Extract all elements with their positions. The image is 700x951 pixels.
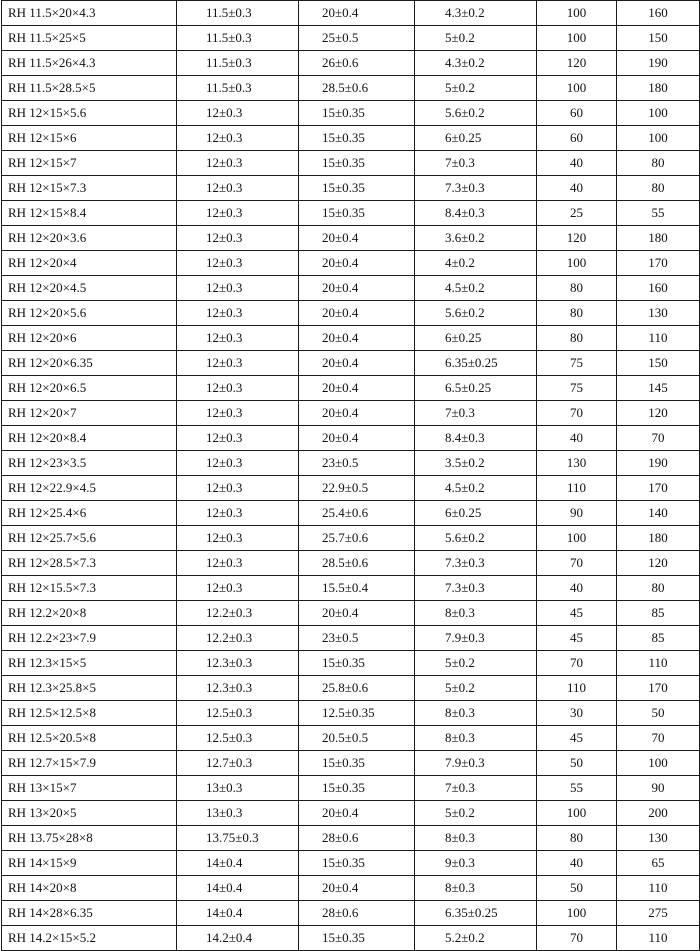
outer-diameter-cell: 15.5±0.4 — [299, 576, 415, 601]
value-b-cell: 70 — [617, 426, 700, 451]
width-cell: 3.5±0.2 — [415, 451, 537, 476]
value-b-cell: 70 — [617, 726, 700, 751]
table-row — [2, 501, 700, 526]
model-cell: RH 12×23×3.5 — [2, 451, 177, 476]
model-cell: RH 12×28.5×7.3 — [2, 551, 177, 576]
inner-diameter-cell: 12±0.3 — [177, 551, 299, 576]
table-row — [2, 126, 700, 151]
outer-diameter-cell: 12.5±0.35 — [299, 701, 415, 726]
width-cell: 7.3±0.3 — [415, 551, 537, 576]
table-row — [2, 201, 700, 226]
value-a-cell: 100 — [537, 26, 617, 51]
value-b-cell: 85 — [617, 626, 700, 651]
width-cell: 8±0.3 — [415, 726, 537, 751]
inner-diameter-cell: 12.5±0.3 — [177, 701, 299, 726]
outer-diameter-cell: 26±0.6 — [299, 51, 415, 76]
value-a-cell: 120 — [537, 51, 617, 76]
model-cell: RH 13×20×5 — [2, 801, 177, 826]
model-cell: RH 12.3×15×5 — [2, 651, 177, 676]
width-cell: 7.9±0.3 — [415, 751, 537, 776]
inner-diameter-cell: 12±0.3 — [177, 226, 299, 251]
value-b-cell: 275 — [617, 901, 700, 926]
model-cell: RH 12×15×5.6 — [2, 101, 177, 126]
outer-diameter-cell: 15±0.35 — [299, 651, 415, 676]
value-b-cell: 130 — [617, 301, 700, 326]
table-row — [2, 601, 700, 626]
model-cell: RH 13×15×7 — [2, 776, 177, 801]
table-row — [2, 326, 700, 351]
value-a-cell: 130 — [537, 451, 617, 476]
table-row — [2, 426, 700, 451]
value-b-cell: 200 — [617, 801, 700, 826]
outer-diameter-cell: 15±0.35 — [299, 776, 415, 801]
table-row — [2, 351, 700, 376]
table-row — [2, 376, 700, 401]
outer-diameter-cell: 25.8±0.6 — [299, 676, 415, 701]
outer-diameter-cell: 28.5±0.6 — [299, 551, 415, 576]
model-cell: RH 11.5×20×4.3 — [2, 1, 177, 26]
model-cell: RH 12×20×6.35 — [2, 351, 177, 376]
table-row — [2, 676, 700, 701]
inner-diameter-cell: 12±0.3 — [177, 251, 299, 276]
value-b-cell: 130 — [617, 826, 700, 851]
width-cell: 8±0.3 — [415, 876, 537, 901]
inner-diameter-cell: 14±0.4 — [177, 876, 299, 901]
width-cell: 6±0.25 — [415, 326, 537, 351]
value-a-cell: 60 — [537, 101, 617, 126]
model-cell: RH 12×15×7 — [2, 151, 177, 176]
value-b-cell: 80 — [617, 151, 700, 176]
value-b-cell: 80 — [617, 176, 700, 201]
width-cell: 6±0.25 — [415, 501, 537, 526]
value-a-cell: 70 — [537, 401, 617, 426]
value-b-cell: 140 — [617, 501, 700, 526]
inner-diameter-cell: 12±0.3 — [177, 126, 299, 151]
width-cell: 4.3±0.2 — [415, 51, 537, 76]
value-a-cell: 40 — [537, 176, 617, 201]
table-row — [2, 926, 700, 951]
inner-diameter-cell: 12±0.3 — [177, 526, 299, 551]
width-cell: 5±0.2 — [415, 651, 537, 676]
value-a-cell: 100 — [537, 901, 617, 926]
value-a-cell: 45 — [537, 626, 617, 651]
width-cell: 4.3±0.2 — [415, 1, 537, 26]
value-b-cell: 65 — [617, 851, 700, 876]
table-row — [2, 626, 700, 651]
width-cell: 4.5±0.2 — [415, 476, 537, 501]
inner-diameter-cell: 12±0.3 — [177, 451, 299, 476]
outer-diameter-cell: 25±0.5 — [299, 26, 415, 51]
value-a-cell: 100 — [537, 251, 617, 276]
outer-diameter-cell: 15±0.35 — [299, 851, 415, 876]
outer-diameter-cell: 15±0.35 — [299, 176, 415, 201]
model-cell: RH 12.5×12.5×8 — [2, 701, 177, 726]
table-row — [2, 101, 700, 126]
value-a-cell: 70 — [537, 651, 617, 676]
width-cell: 8±0.3 — [415, 826, 537, 851]
outer-diameter-cell: 15±0.35 — [299, 926, 415, 951]
width-cell: 8±0.3 — [415, 701, 537, 726]
value-b-cell: 170 — [617, 676, 700, 701]
outer-diameter-cell: 15±0.35 — [299, 101, 415, 126]
bearing-spec-table — [1, 0, 700, 951]
table-row — [2, 526, 700, 551]
table-row — [2, 251, 700, 276]
width-cell: 5±0.2 — [415, 801, 537, 826]
width-cell: 7±0.3 — [415, 151, 537, 176]
inner-diameter-cell: 13.75±0.3 — [177, 826, 299, 851]
table-row — [2, 726, 700, 751]
width-cell: 8±0.3 — [415, 601, 537, 626]
width-cell: 7.3±0.3 — [415, 576, 537, 601]
value-a-cell: 25 — [537, 201, 617, 226]
outer-diameter-cell: 20±0.4 — [299, 351, 415, 376]
value-a-cell: 60 — [537, 126, 617, 151]
table-row — [2, 476, 700, 501]
outer-diameter-cell: 20±0.4 — [299, 251, 415, 276]
inner-diameter-cell: 11.5±0.3 — [177, 1, 299, 26]
value-b-cell: 120 — [617, 551, 700, 576]
outer-diameter-cell: 20±0.4 — [299, 601, 415, 626]
value-b-cell: 50 — [617, 701, 700, 726]
inner-diameter-cell: 11.5±0.3 — [177, 76, 299, 101]
outer-diameter-cell: 20±0.4 — [299, 401, 415, 426]
table-row — [2, 301, 700, 326]
value-b-cell: 110 — [617, 651, 700, 676]
outer-diameter-cell: 22.9±0.5 — [299, 476, 415, 501]
outer-diameter-cell: 20±0.4 — [299, 326, 415, 351]
value-a-cell: 40 — [537, 576, 617, 601]
table-row — [2, 651, 700, 676]
outer-diameter-cell: 20±0.4 — [299, 876, 415, 901]
width-cell: 7.9±0.3 — [415, 626, 537, 651]
value-a-cell: 75 — [537, 376, 617, 401]
table-row — [2, 51, 700, 76]
table-row — [2, 826, 700, 851]
value-b-cell: 150 — [617, 26, 700, 51]
width-cell: 4±0.2 — [415, 251, 537, 276]
value-b-cell: 80 — [617, 576, 700, 601]
outer-diameter-cell: 23±0.5 — [299, 451, 415, 476]
inner-diameter-cell: 12.3±0.3 — [177, 651, 299, 676]
width-cell: 5±0.2 — [415, 76, 537, 101]
inner-diameter-cell: 14±0.4 — [177, 901, 299, 926]
table-row — [2, 901, 700, 926]
width-cell: 6.35±0.25 — [415, 351, 537, 376]
outer-diameter-cell: 20±0.4 — [299, 226, 415, 251]
value-a-cell: 100 — [537, 801, 617, 826]
inner-diameter-cell: 14±0.4 — [177, 851, 299, 876]
model-cell: RH 12×15.5×7.3 — [2, 576, 177, 601]
outer-diameter-cell: 20±0.4 — [299, 301, 415, 326]
value-a-cell: 45 — [537, 601, 617, 626]
value-b-cell: 180 — [617, 76, 700, 101]
table-row — [2, 701, 700, 726]
inner-diameter-cell: 11.5±0.3 — [177, 51, 299, 76]
model-cell: RH 12.2×23×7.9 — [2, 626, 177, 651]
outer-diameter-cell: 20±0.4 — [299, 376, 415, 401]
width-cell: 4.5±0.2 — [415, 276, 537, 301]
width-cell: 6.35±0.25 — [415, 901, 537, 926]
inner-diameter-cell: 12±0.3 — [177, 501, 299, 526]
value-b-cell: 190 — [617, 451, 700, 476]
model-cell: RH 12.7×15×7.9 — [2, 751, 177, 776]
model-cell: RH 13.75×28×8 — [2, 826, 177, 851]
inner-diameter-cell: 12±0.3 — [177, 201, 299, 226]
value-b-cell: 190 — [617, 51, 700, 76]
value-a-cell: 110 — [537, 476, 617, 501]
model-cell: RH 14×28×6.35 — [2, 901, 177, 926]
table-row — [2, 551, 700, 576]
value-b-cell: 145 — [617, 376, 700, 401]
table-row — [2, 776, 700, 801]
width-cell: 5.2±0.2 — [415, 926, 537, 951]
inner-diameter-cell: 12±0.3 — [177, 426, 299, 451]
table-row — [2, 576, 700, 601]
width-cell: 3.6±0.2 — [415, 226, 537, 251]
value-a-cell: 120 — [537, 226, 617, 251]
table-row — [2, 1, 700, 26]
table-body — [2, 1, 700, 951]
value-a-cell: 80 — [537, 326, 617, 351]
model-cell: RH 12.2×20×8 — [2, 601, 177, 626]
inner-diameter-cell: 13±0.3 — [177, 801, 299, 826]
inner-diameter-cell: 12±0.3 — [177, 476, 299, 501]
table-row — [2, 876, 700, 901]
value-a-cell: 100 — [537, 76, 617, 101]
model-cell: RH 12×20×4 — [2, 251, 177, 276]
model-cell: RH 12×20×5.6 — [2, 301, 177, 326]
inner-diameter-cell: 14.2±0.4 — [177, 926, 299, 951]
value-a-cell: 50 — [537, 751, 617, 776]
outer-diameter-cell: 25.7±0.6 — [299, 526, 415, 551]
table-row — [2, 226, 700, 251]
inner-diameter-cell: 12±0.3 — [177, 401, 299, 426]
model-cell: RH 12.3×25.8×5 — [2, 676, 177, 701]
value-a-cell: 50 — [537, 876, 617, 901]
model-cell: RH 12×20×8.4 — [2, 426, 177, 451]
outer-diameter-cell: 25.4±0.6 — [299, 501, 415, 526]
inner-diameter-cell: 12.3±0.3 — [177, 676, 299, 701]
model-cell: RH 12×20×3.6 — [2, 226, 177, 251]
inner-diameter-cell: 13±0.3 — [177, 776, 299, 801]
value-b-cell: 160 — [617, 276, 700, 301]
value-b-cell: 110 — [617, 326, 700, 351]
value-b-cell: 180 — [617, 526, 700, 551]
outer-diameter-cell: 15±0.35 — [299, 151, 415, 176]
outer-diameter-cell: 20.5±0.5 — [299, 726, 415, 751]
value-b-cell: 180 — [617, 226, 700, 251]
table-row — [2, 176, 700, 201]
model-cell: RH 12×15×6 — [2, 126, 177, 151]
model-cell: RH 14×15×9 — [2, 851, 177, 876]
value-b-cell: 100 — [617, 751, 700, 776]
inner-diameter-cell: 12±0.3 — [177, 376, 299, 401]
model-cell: RH 12×22.9×4.5 — [2, 476, 177, 501]
inner-diameter-cell: 12.2±0.3 — [177, 626, 299, 651]
width-cell: 9±0.3 — [415, 851, 537, 876]
outer-diameter-cell: 20±0.4 — [299, 801, 415, 826]
table-row — [2, 801, 700, 826]
value-b-cell: 55 — [617, 201, 700, 226]
inner-diameter-cell: 12±0.3 — [177, 576, 299, 601]
value-a-cell: 75 — [537, 351, 617, 376]
model-cell: RH 12×20×6.5 — [2, 376, 177, 401]
width-cell: 7±0.3 — [415, 401, 537, 426]
width-cell: 5.6±0.2 — [415, 301, 537, 326]
width-cell: 5.6±0.2 — [415, 101, 537, 126]
model-cell: RH 12×20×4.5 — [2, 276, 177, 301]
value-a-cell: 30 — [537, 701, 617, 726]
value-b-cell: 170 — [617, 251, 700, 276]
outer-diameter-cell: 15±0.35 — [299, 751, 415, 776]
outer-diameter-cell: 28±0.6 — [299, 901, 415, 926]
value-a-cell: 40 — [537, 151, 617, 176]
inner-diameter-cell: 12.2±0.3 — [177, 601, 299, 626]
model-cell: RH 11.5×28.5×5 — [2, 76, 177, 101]
value-a-cell: 80 — [537, 301, 617, 326]
model-cell: RH 12×15×8.4 — [2, 201, 177, 226]
value-a-cell: 100 — [537, 1, 617, 26]
model-cell: RH 12×15×7.3 — [2, 176, 177, 201]
model-cell: RH 11.5×25×5 — [2, 26, 177, 51]
inner-diameter-cell: 12±0.3 — [177, 151, 299, 176]
width-cell: 5±0.2 — [415, 26, 537, 51]
value-a-cell: 110 — [537, 676, 617, 701]
table-row — [2, 76, 700, 101]
width-cell: 8.4±0.3 — [415, 201, 537, 226]
value-b-cell: 100 — [617, 101, 700, 126]
width-cell: 7.3±0.3 — [415, 176, 537, 201]
value-a-cell: 90 — [537, 501, 617, 526]
value-a-cell: 40 — [537, 426, 617, 451]
value-a-cell: 80 — [537, 826, 617, 851]
value-a-cell: 55 — [537, 776, 617, 801]
width-cell: 5±0.2 — [415, 676, 537, 701]
value-b-cell: 150 — [617, 351, 700, 376]
width-cell: 8.4±0.3 — [415, 426, 537, 451]
inner-diameter-cell: 11.5±0.3 — [177, 26, 299, 51]
value-b-cell: 90 — [617, 776, 700, 801]
value-b-cell: 85 — [617, 601, 700, 626]
table-row — [2, 751, 700, 776]
value-b-cell: 100 — [617, 126, 700, 151]
model-cell: RH 12×20×7 — [2, 401, 177, 426]
outer-diameter-cell: 15±0.35 — [299, 126, 415, 151]
outer-diameter-cell: 20±0.4 — [299, 1, 415, 26]
inner-diameter-cell: 12±0.3 — [177, 351, 299, 376]
value-b-cell: 120 — [617, 401, 700, 426]
table-row — [2, 151, 700, 176]
outer-diameter-cell: 28±0.6 — [299, 826, 415, 851]
value-a-cell: 40 — [537, 851, 617, 876]
inner-diameter-cell: 12±0.3 — [177, 176, 299, 201]
value-a-cell: 70 — [537, 551, 617, 576]
table-row — [2, 26, 700, 51]
value-a-cell: 80 — [537, 276, 617, 301]
outer-diameter-cell: 23±0.5 — [299, 626, 415, 651]
width-cell: 7±0.3 — [415, 776, 537, 801]
value-b-cell: 110 — [617, 876, 700, 901]
outer-diameter-cell: 20±0.4 — [299, 426, 415, 451]
table-row — [2, 451, 700, 476]
inner-diameter-cell: 12±0.3 — [177, 301, 299, 326]
outer-diameter-cell: 15±0.35 — [299, 201, 415, 226]
value-a-cell: 100 — [537, 526, 617, 551]
inner-diameter-cell: 12.5±0.3 — [177, 726, 299, 751]
model-cell: RH 12×20×6 — [2, 326, 177, 351]
table-row — [2, 851, 700, 876]
outer-diameter-cell: 20±0.4 — [299, 276, 415, 301]
model-cell: RH 14.2×15×5.2 — [2, 926, 177, 951]
inner-diameter-cell: 12.7±0.3 — [177, 751, 299, 776]
inner-diameter-cell: 12±0.3 — [177, 276, 299, 301]
value-b-cell: 160 — [617, 1, 700, 26]
value-a-cell: 45 — [537, 726, 617, 751]
value-a-cell: 70 — [537, 926, 617, 951]
width-cell: 6±0.25 — [415, 126, 537, 151]
width-cell: 6.5±0.25 — [415, 376, 537, 401]
table-row — [2, 276, 700, 301]
model-cell: RH 11.5×26×4.3 — [2, 51, 177, 76]
inner-diameter-cell: 12±0.3 — [177, 101, 299, 126]
model-cell: RH 12×25.7×5.6 — [2, 526, 177, 551]
model-cell: RH 14×20×8 — [2, 876, 177, 901]
model-cell: RH 12.5×20.5×8 — [2, 726, 177, 751]
value-b-cell: 110 — [617, 926, 700, 951]
outer-diameter-cell: 28.5±0.6 — [299, 76, 415, 101]
width-cell: 5.6±0.2 — [415, 526, 537, 551]
value-b-cell: 170 — [617, 476, 700, 501]
model-cell: RH 12×25.4×6 — [2, 501, 177, 526]
inner-diameter-cell: 12±0.3 — [177, 326, 299, 351]
table-row — [2, 401, 700, 426]
